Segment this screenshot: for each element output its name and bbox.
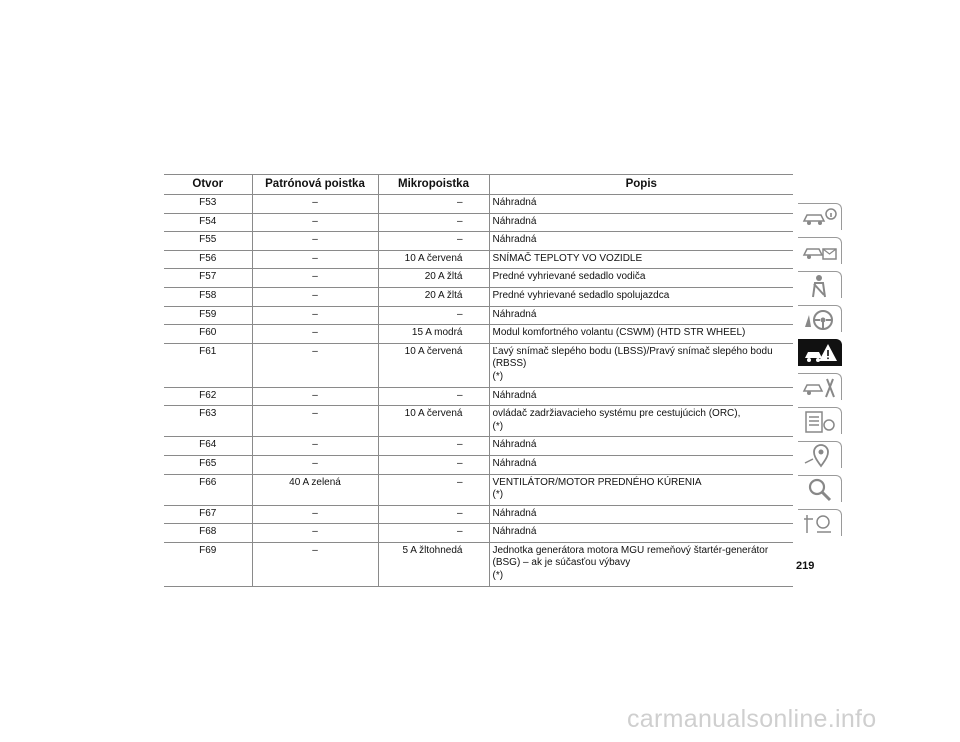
cell-popis xyxy=(489,343,793,387)
cell-cartridge: – xyxy=(252,455,378,474)
description-line: Ľavý snímač slepého bodu (LBSS)/Pravý snímač slepého bodu xyxy=(492,345,773,357)
cell-popis xyxy=(489,505,793,524)
cell-mini: – xyxy=(378,232,489,251)
cell-cartridge: – xyxy=(252,195,378,214)
cell-cartridge: – xyxy=(252,437,378,456)
cell-otvor: F65 xyxy=(164,455,252,474)
cell-cartridge: – xyxy=(252,213,378,232)
description-line: Náhradná xyxy=(492,308,537,320)
cell-otvor: F59 xyxy=(164,306,252,325)
description-line: Náhradná xyxy=(492,507,537,519)
description-line: Náhradná xyxy=(492,439,537,451)
cell-otvor: F69 xyxy=(164,542,252,586)
cell-cartridge: – xyxy=(252,306,378,325)
chapter-tab[interactable] xyxy=(798,509,842,536)
cell-popis xyxy=(489,232,793,251)
table-row xyxy=(164,524,793,543)
cell-cartridge: – xyxy=(252,542,378,586)
cell-otvor: F54 xyxy=(164,213,252,232)
table-row xyxy=(164,325,793,344)
cell-mini: 10 A červená xyxy=(378,250,489,269)
description-line: ovládač zadržiavacieho systému pre cestujúcich (ORC), xyxy=(492,408,741,420)
description-line: Náhradná xyxy=(492,457,537,469)
table-row xyxy=(164,455,793,474)
cell-popis xyxy=(489,455,793,474)
description-line: Predné vyhrievané sedadlo vodiča xyxy=(492,271,646,283)
chapter-tab[interactable] xyxy=(798,339,842,366)
chapter-tab[interactable] xyxy=(798,475,842,502)
cell-mini: 10 A červená xyxy=(378,343,489,387)
description-line: Predné vyhrievané sedadlo spolujazdca xyxy=(492,289,670,301)
chapter-tab[interactable] xyxy=(798,237,842,264)
cell-popis xyxy=(489,524,793,543)
cell-popis xyxy=(489,474,793,505)
table-row xyxy=(164,437,793,456)
table-row xyxy=(164,232,793,251)
description-line: (BSG) – ak je súčasťou výbavy xyxy=(492,557,631,569)
cell-popis xyxy=(489,387,793,406)
chapter-tab[interactable] xyxy=(798,203,842,230)
cell-cartridge: – xyxy=(252,232,378,251)
cell-mini: 20 A žltá xyxy=(378,269,489,288)
cell-otvor: F58 xyxy=(164,287,252,306)
cell-cartridge: – xyxy=(252,269,378,288)
cell-popis xyxy=(489,437,793,456)
description-line: (*) xyxy=(492,489,504,501)
cell-popis xyxy=(489,542,793,586)
cell-cartridge: – xyxy=(252,287,378,306)
cell-mini: 5 A žltohnedá xyxy=(378,542,489,586)
cell-mini: 10 A červená xyxy=(378,406,489,437)
cell-cartridge: – xyxy=(252,343,378,387)
table-body xyxy=(164,195,793,587)
description-line: VENTILÁTOR/MOTOR PREDNÉHO KÚRENIA xyxy=(492,476,702,488)
table-row xyxy=(164,542,793,586)
description-line: Náhradná xyxy=(492,215,537,227)
cell-otvor: F57 xyxy=(164,269,252,288)
chapter-tab[interactable] xyxy=(798,441,842,468)
cell-otvor: F62 xyxy=(164,387,252,406)
cell-otvor: F64 xyxy=(164,437,252,456)
header-mini: Mikropoistka xyxy=(378,175,489,195)
cell-cartridge: – xyxy=(252,387,378,406)
cell-otvor: F53 xyxy=(164,195,252,214)
cell-mini: 15 A modrá xyxy=(378,325,489,344)
cell-cartridge: – xyxy=(252,325,378,344)
description-line: Náhradná xyxy=(492,526,537,538)
cell-mini: – xyxy=(378,455,489,474)
cell-popis xyxy=(489,213,793,232)
cell-cartridge: – xyxy=(252,406,378,437)
cell-mini: – xyxy=(378,306,489,325)
cell-cartridge: – xyxy=(252,524,378,543)
description-line: Modul komfortného volantu (CSWM) (HTD STR WHEEL) xyxy=(492,327,746,339)
cell-mini: – xyxy=(378,213,489,232)
cell-otvor: F68 xyxy=(164,524,252,543)
cell-popis xyxy=(489,306,793,325)
cell-mini: – xyxy=(378,474,489,505)
chapter-tab[interactable] xyxy=(798,271,842,298)
table-row xyxy=(164,343,793,387)
table-row xyxy=(164,387,793,406)
chapter-tab[interactable] xyxy=(798,407,842,434)
cell-otvor: F66 xyxy=(164,474,252,505)
header-cartridge: Patrónová poistka xyxy=(252,175,378,195)
cell-cartridge: – xyxy=(252,505,378,524)
table-row xyxy=(164,195,793,214)
chapter-tabs xyxy=(798,203,842,543)
cell-cartridge: – xyxy=(252,250,378,269)
cell-otvor: F61 xyxy=(164,343,252,387)
cell-otvor: F60 xyxy=(164,325,252,344)
description-line: (*) xyxy=(492,570,504,582)
table-row xyxy=(164,213,793,232)
cell-otvor: F56 xyxy=(164,250,252,269)
table-row xyxy=(164,250,793,269)
cell-mini: – xyxy=(378,524,489,543)
cell-mini: – xyxy=(378,437,489,456)
cell-popis xyxy=(489,269,793,288)
page-number: 219 xyxy=(796,560,815,572)
cell-mini: – xyxy=(378,195,489,214)
cell-popis xyxy=(489,195,793,214)
table-header-row xyxy=(164,175,793,195)
table-row xyxy=(164,505,793,524)
chapter-tab[interactable] xyxy=(798,305,842,332)
description-line: Náhradná xyxy=(492,197,537,208)
cell-otvor: F63 xyxy=(164,406,252,437)
description-line: Jednotka generátora motora MGU remeňový štartér-generátor xyxy=(492,544,769,556)
description-line: SNÍMAČ TEPLOTY VO VOZIDLE xyxy=(492,252,643,264)
cell-popis xyxy=(489,406,793,437)
cell-cartridge: 40 A zelená xyxy=(252,474,378,505)
cell-popis xyxy=(489,287,793,306)
cell-mini: 20 A žltá xyxy=(378,287,489,306)
description-line: (RBSS) xyxy=(492,358,527,370)
table-row xyxy=(164,406,793,437)
cell-mini: – xyxy=(378,387,489,406)
cell-popis xyxy=(489,250,793,269)
chapter-tab[interactable] xyxy=(798,373,842,400)
fuse-table xyxy=(164,174,793,587)
table-row xyxy=(164,269,793,288)
header-otvor: Otvor xyxy=(164,175,252,195)
cell-mini: – xyxy=(378,505,489,524)
cell-otvor: F67 xyxy=(164,505,252,524)
table-row xyxy=(164,306,793,325)
table-row xyxy=(164,287,793,306)
description-line: (*) xyxy=(492,370,504,382)
description-line: (*) xyxy=(492,420,504,432)
watermark: carmanualsonline.info xyxy=(627,705,877,733)
description-line: Náhradná xyxy=(492,389,537,401)
table-row xyxy=(164,474,793,505)
description-line: Náhradná xyxy=(492,234,537,246)
cell-otvor: F55 xyxy=(164,232,252,251)
cell-popis xyxy=(489,325,793,344)
header-popis: Popis xyxy=(489,175,793,195)
